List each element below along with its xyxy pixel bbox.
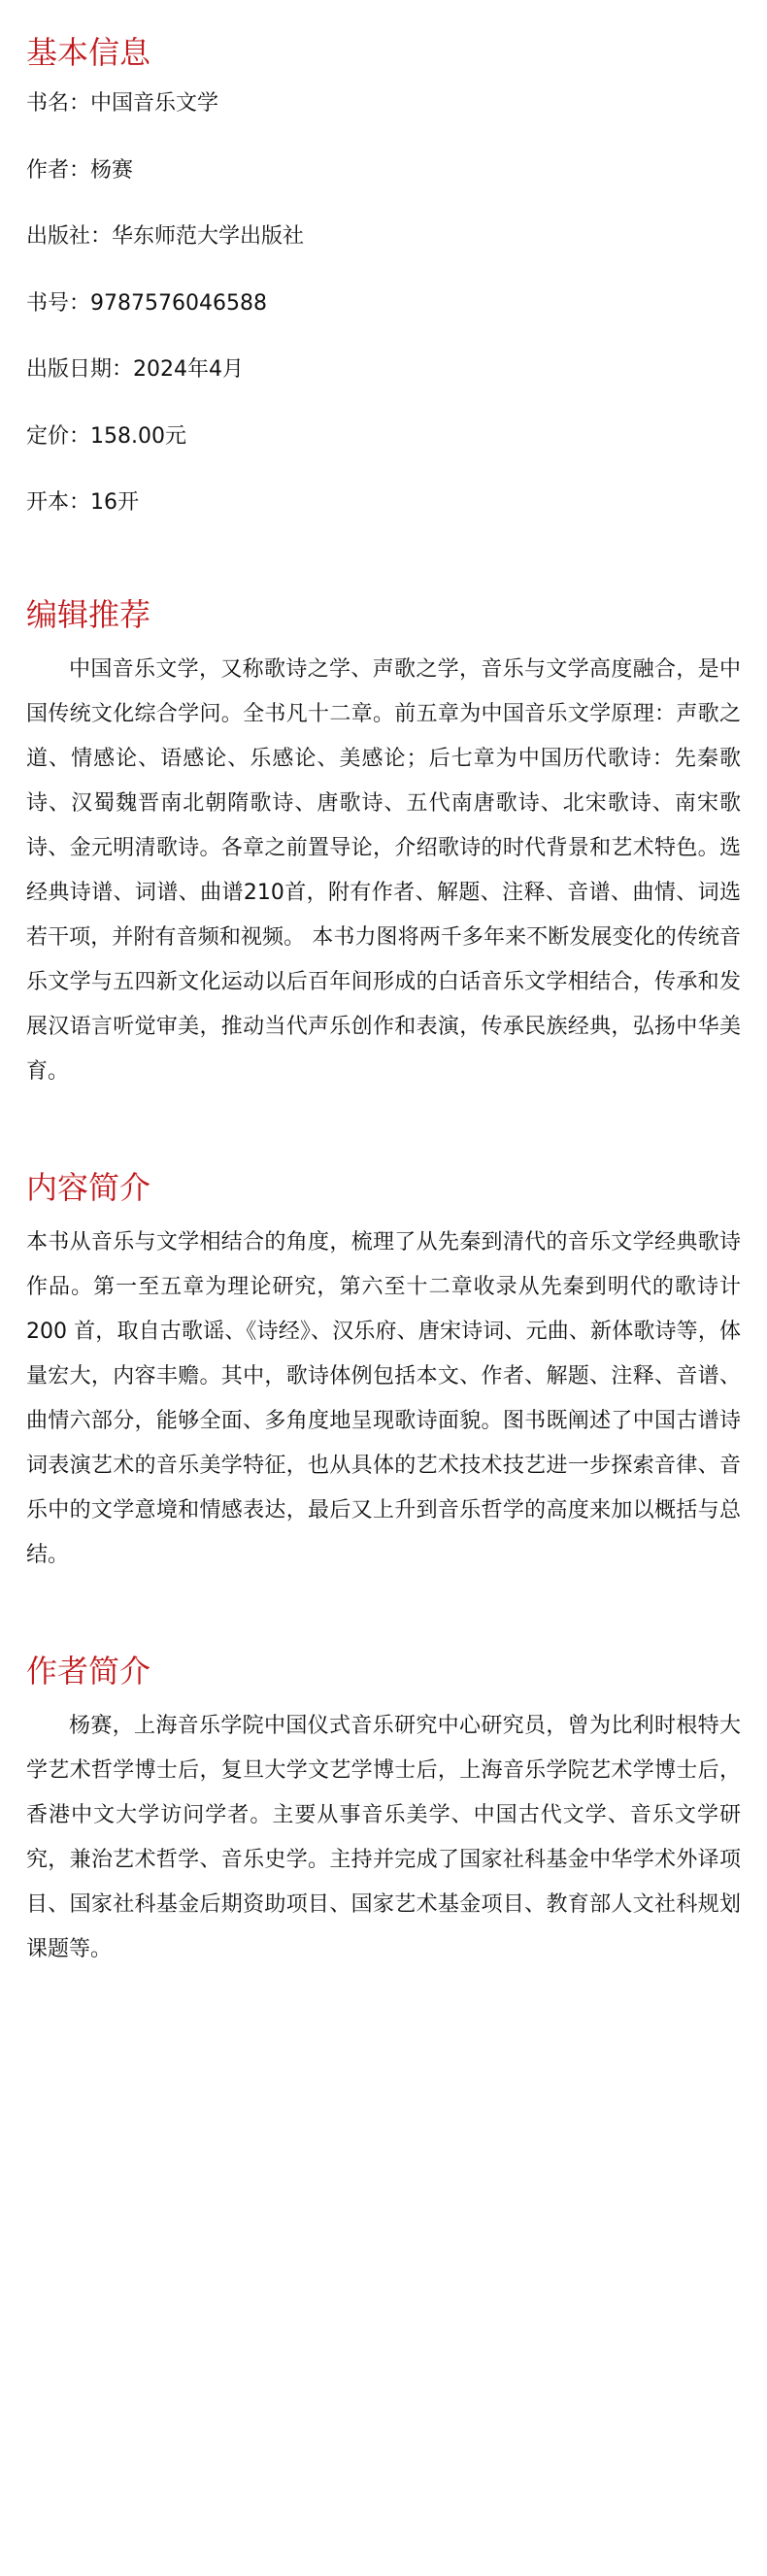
basic-info-list: [26, 89, 741, 518]
intro-text: 本书从音乐与文学相结合的角度，梳理了从先秦到清代的音乐文学经典歌诗作品。第一至五章为理论研究，第六至十二章收录从先秦到明代的歌诗计 200 首，取自古歌谣、《诗经》、汉乐府、唐宋诗词、元曲、新体歌诗等，体量宏大，内容丰赡。其中，歌诗体例包括本文、作者、解题、注释、音谱、曲情六部分，能够全面、多角度地呈现歌诗面貌。图书既阐述了中国古谱诗词表演艺术的音乐美学特征，也从具体的艺术技术技艺进一步探索音律、音乐中的文学意境和情感表达，最后又上升到音乐哲学的高度来加以概括与总结。: [26, 1230, 741, 1567]
author-text: 杨赛，上海音乐学院中国仪式音乐研究中心研究员，曾为比利时根特大学艺术哲学博士后，复旦大学文艺学博士后，上海音乐学院艺术学博士后，香港中文大学访问学者。主要从事音乐美学、中国古代文学、音乐文学研究，兼治艺术哲学、音乐史学。主持并完成了国家社科基金中华学术外译项目、国家社科基金后期资助项目、国家艺术基金项目、教育部人文社科规划课题等。: [26, 1714, 741, 1961]
author-section: [26, 1650, 741, 1972]
recommend-section: [26, 593, 741, 1094]
info-row-title: [26, 89, 741, 118]
info-value: 9787576046588: [90, 290, 267, 316]
info-row-format: [26, 488, 741, 518]
info-label: 作者：: [26, 157, 91, 183]
basic-info-section: [26, 31, 741, 518]
info-row-publisher: [26, 222, 741, 251]
info-label: 书号：: [26, 290, 91, 316]
basic-info-heading: 基本信息: [26, 34, 151, 71]
info-value: 158.00元: [90, 423, 186, 449]
info-label: 定价：: [26, 423, 91, 449]
info-label: 书名：: [26, 91, 91, 116]
info-value: 中国音乐文学: [90, 91, 219, 116]
info-value: 华东师范大学出版社: [112, 224, 305, 249]
recommend-heading: 编辑推荐: [26, 596, 151, 633]
recommend-text: 中国音乐文学，又称歌诗之学、声歌之学，音乐与文学高度融合，是中国传统文化综合学问。全书凡十二章。前五章为中国音乐文学原理：声歌之道、情感论、语感论、乐感论、美感论；后七章为中国历代歌诗：先秦歌诗、汉蜀魏晋南北朝隋歌诗、唐歌诗、五代南唐歌诗、北宋歌诗、南宋歌诗、金元明清歌诗。各章之前置导论，介绍歌诗的时代背景和艺术特色。选经典诗谱、词谱、曲谱210首，附有作者、解题、注释、音谱、曲情、词选若干项，并附有音频和视频。 本书力图将两千多年来不断发展变化的传统音乐文学与五四新文化运动以后百年间形成的白话音乐文学相结合，传承和发展汉语言听觉审美，推动当代声乐创作和表演，传承民族经典，弘扬中华美育。: [26, 657, 741, 1084]
info-row-price: [26, 422, 741, 452]
info-row-isbn: [26, 289, 741, 318]
info-value: 2024年4月: [133, 357, 245, 382]
intro-heading: 内容简介: [26, 1169, 151, 1206]
info-value: 16开: [90, 490, 140, 515]
info-label: 出版社：: [26, 224, 113, 249]
info-row-author: [26, 156, 741, 185]
info-value: 杨赛: [90, 157, 134, 183]
info-label: 出版日期：: [26, 357, 134, 382]
info-label: 开本：: [26, 490, 91, 515]
author-heading: 作者简介: [26, 1653, 151, 1689]
intro-section: [26, 1166, 741, 1578]
info-row-publish-date: [26, 355, 741, 385]
